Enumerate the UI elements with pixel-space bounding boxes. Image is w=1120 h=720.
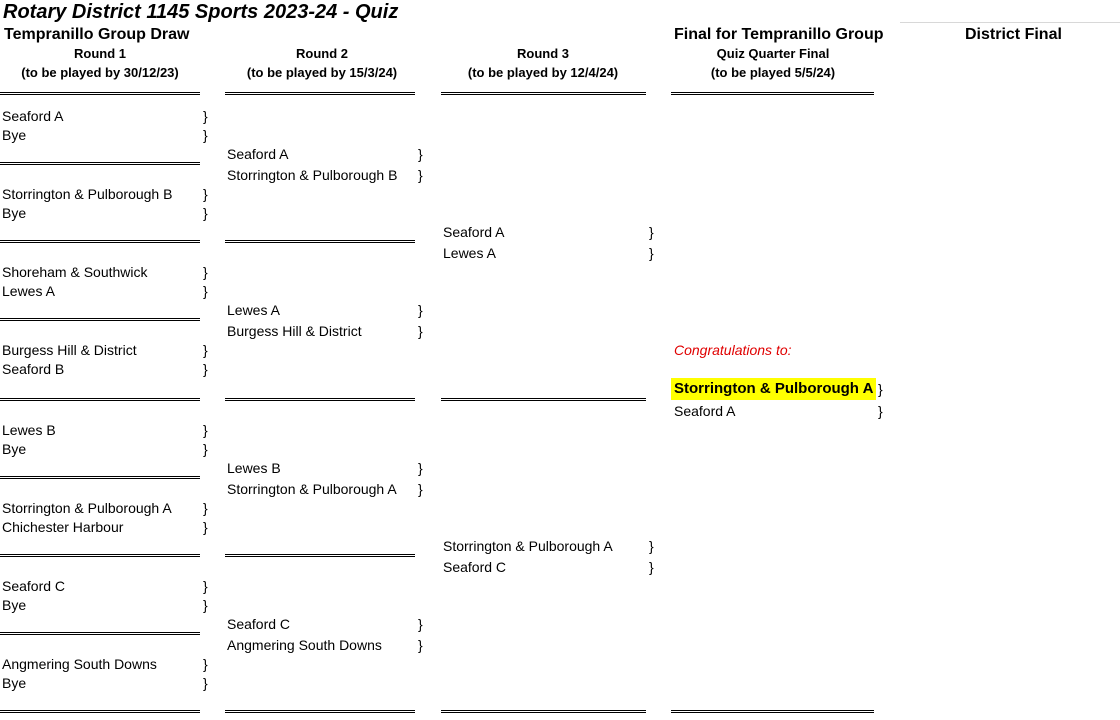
divider (225, 554, 415, 557)
brace: } (418, 302, 423, 318)
divider (441, 710, 646, 713)
brace: } (203, 578, 208, 594)
brace: } (878, 403, 883, 419)
round3-date: (to be played by 12/4/24) (467, 65, 619, 80)
divider (441, 398, 646, 401)
quarter-final-name: Quiz Quarter Final (716, 46, 830, 61)
r1-team: Seaford C (2, 578, 66, 594)
brace: } (203, 264, 208, 280)
district-final-heading: District Final (965, 26, 1062, 43)
winner-highlight: Storrington & Pulborough A (671, 378, 876, 400)
brace: } (418, 460, 423, 476)
page-title: Rotary District 1145 Sports 2023-24 - Quiz (3, 1, 399, 23)
round3-name: Round 3 (517, 46, 569, 61)
brace: } (203, 342, 208, 358)
brace: } (418, 637, 423, 653)
brace: } (418, 616, 423, 632)
r2-team: Burgess Hill & District (227, 323, 362, 339)
divider (0, 240, 200, 243)
brace: } (878, 381, 883, 397)
quarter-final-header (672, 44, 874, 82)
r1-team: Lewes A (2, 283, 55, 299)
brace: } (649, 224, 654, 240)
round3-header (443, 44, 643, 82)
divider (0, 476, 200, 479)
r2-team: Seaford A (227, 146, 289, 162)
divider (225, 240, 415, 243)
divider (0, 92, 200, 95)
final-heading: Final for Tempranillo Group (674, 26, 884, 43)
brace: } (203, 127, 208, 143)
r1-team: Chichester Harbour (2, 519, 124, 535)
brace: } (418, 481, 423, 497)
brace: } (649, 245, 654, 261)
r2-team: Lewes A (227, 302, 280, 318)
divider (671, 710, 874, 713)
r2-team: Seaford C (227, 616, 291, 632)
divider (0, 162, 200, 165)
r3-team: Seaford A (443, 224, 505, 240)
quarter-final-date: (to be played 5/5/24) (710, 65, 836, 80)
congratulations-text: Congratulations to: (674, 342, 792, 358)
r1-team: Bye (2, 597, 27, 613)
brace: } (203, 205, 208, 221)
brace: } (418, 323, 423, 339)
r2-team: Lewes B (227, 460, 281, 476)
brace: } (418, 146, 423, 162)
r1-team: Lewes B (2, 422, 56, 438)
r1-team: Seaford B (2, 361, 65, 377)
r3-team: Lewes A (443, 245, 496, 261)
brace: } (203, 519, 208, 535)
brace: } (203, 108, 208, 124)
r1-team: Angmering South Downs (2, 656, 157, 672)
round1-header (0, 44, 200, 82)
round1-name: Round 1 (74, 46, 126, 61)
divider (225, 398, 415, 401)
r2-team: Angmering South Downs (227, 637, 382, 653)
gridline (900, 22, 1120, 23)
r1-team: Bye (2, 127, 27, 143)
r2-team: Storrington & Pulborough B (227, 167, 398, 183)
round2-header (222, 44, 422, 82)
brace: } (418, 167, 423, 183)
divider (0, 710, 200, 713)
runner-up: Seaford A (674, 403, 736, 419)
r1-team: Burgess Hill & District (2, 342, 137, 358)
r1-team: Storrington & Pulborough B (2, 186, 173, 202)
divider (671, 92, 874, 95)
r1-team: Bye (2, 441, 27, 457)
brace: } (203, 361, 208, 377)
brace: } (203, 675, 208, 691)
r2-team: Storrington & Pulborough A (227, 481, 397, 497)
divider (0, 632, 200, 635)
round1-date: (to be played by 30/12/23) (21, 65, 179, 80)
r1-team: Bye (2, 205, 27, 221)
divider (225, 710, 415, 713)
r1-team: Seaford A (2, 108, 64, 124)
r1-team: Storrington & Pulborough A (2, 500, 172, 516)
brace: } (203, 597, 208, 613)
round2-date: (to be played by 15/3/24) (246, 65, 398, 80)
brace: } (203, 441, 208, 457)
divider (0, 554, 200, 557)
brace: } (203, 656, 208, 672)
r1-team: Shoreham & Southwick (2, 264, 148, 280)
brace: } (649, 559, 654, 575)
brace: } (203, 186, 208, 202)
r1-team: Bye (2, 675, 27, 691)
r3-team: Seaford C (443, 559, 507, 575)
divider (0, 398, 200, 401)
divider (441, 92, 646, 95)
divider (0, 318, 200, 321)
brace: } (203, 283, 208, 299)
round2-name: Round 2 (296, 46, 348, 61)
brace: } (649, 538, 654, 554)
divider (225, 92, 415, 95)
brace: } (203, 500, 208, 516)
brace: } (203, 422, 208, 438)
group-heading: Tempranillo Group Draw (4, 26, 190, 43)
r3-team: Storrington & Pulborough A (443, 538, 613, 554)
